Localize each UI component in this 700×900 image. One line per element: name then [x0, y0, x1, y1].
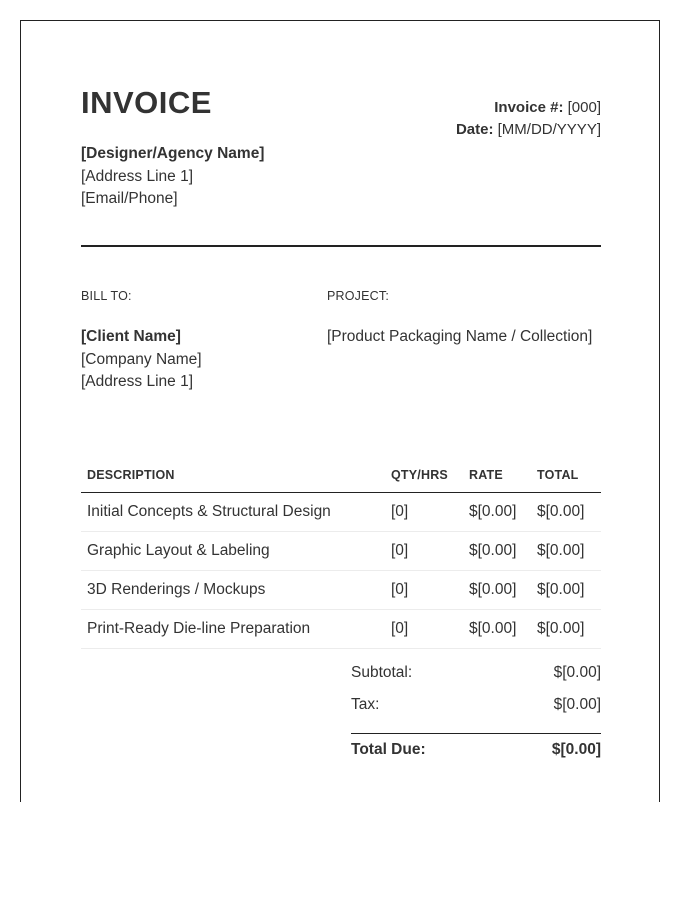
row-rate: $[0.00] — [463, 531, 531, 570]
invoice-date-label: Date: — [455, 121, 494, 138]
row-total: $[0.00] — [531, 570, 601, 609]
column-header-description: DESCRIPTION — [81, 464, 385, 492]
total-due-value: $[0.00] — [551, 741, 601, 758]
row-total: $[0.00] — [531, 492, 601, 531]
row-qty: [0] — [385, 531, 463, 570]
invoice-number-row — [301, 97, 601, 119]
table-row — [81, 609, 601, 648]
table-header-row — [81, 464, 601, 492]
project-label: PROJECT: — [327, 289, 390, 303]
sender-address: [Address Line 1] — [81, 167, 194, 185]
column-header-rate: RATE — [463, 464, 531, 492]
row-rate: $[0.00] — [463, 492, 531, 531]
row-description: 3D Renderings / Mockups — [81, 570, 385, 609]
sender-block — [81, 143, 264, 211]
client-address: [Address Line 1] — [81, 373, 194, 390]
row-description: Initial Concepts & Structural Design — [81, 492, 385, 531]
tax-label: Tax: — [351, 696, 380, 713]
table-row — [81, 570, 601, 609]
row-qty: [0] — [385, 492, 463, 531]
header-divider — [81, 245, 601, 247]
column-header-qty: QTY/HRS — [385, 464, 463, 492]
row-total: $[0.00] — [531, 531, 601, 570]
project-block — [327, 289, 601, 349]
row-description: Print-Ready Die-line Preparation — [81, 609, 385, 648]
invoice-number-value: [000] — [567, 99, 601, 116]
bill-to-block — [81, 289, 321, 394]
client-name: [Client Name] — [81, 328, 181, 345]
sender-contact: [Email/Phone] — [81, 190, 178, 207]
row-description: Graphic Layout & Labeling — [81, 531, 385, 570]
table-row — [81, 531, 601, 570]
invoice-page — [20, 20, 660, 802]
invoice-date-value: [MM/DD/YYYY] — [497, 121, 601, 138]
line-items-table — [81, 464, 601, 649]
invoice-title: INVOICE — [81, 85, 212, 120]
tax-row — [351, 693, 601, 725]
row-total: $[0.00] — [531, 609, 601, 648]
invoice-date-row — [301, 119, 601, 141]
row-rate: $[0.00] — [463, 570, 531, 609]
row-rate: $[0.00] — [463, 609, 531, 648]
column-header-total: TOTAL — [531, 464, 601, 492]
sender-name: [Designer/Agency Name] — [81, 145, 265, 162]
subtotal-row — [351, 661, 601, 693]
project-name: [Product Packaging Name / Collection] — [327, 328, 593, 345]
totals-block — [351, 661, 601, 768]
total-due-label: Total Due: — [351, 741, 426, 758]
subtotal-label: Subtotal: — [351, 664, 413, 681]
subtotal-value: $[0.00] — [553, 664, 601, 681]
bill-to-label: BILL TO: — [81, 289, 132, 303]
table-row — [81, 492, 601, 531]
total-due-row — [351, 733, 601, 768]
client-company: [Company Name] — [81, 350, 202, 368]
row-qty: [0] — [385, 570, 463, 609]
invoice-meta — [301, 97, 601, 141]
tax-value: $[0.00] — [553, 696, 601, 713]
invoice-number-label: Invoice #: — [494, 99, 564, 116]
row-qty: [0] — [385, 609, 463, 648]
